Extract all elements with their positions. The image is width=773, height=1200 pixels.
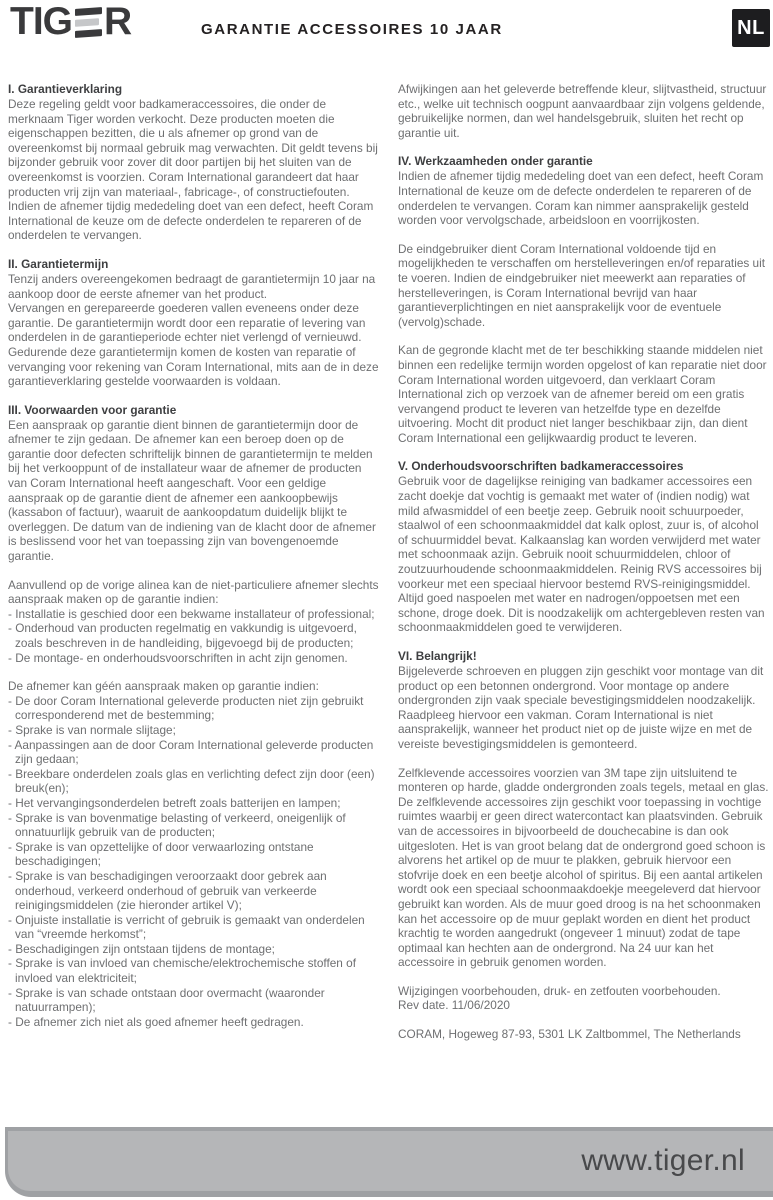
paragraph: Deze regeling geldt voor badkameraccessoires, die onder de merknaam Tiger worden verkocht. Deze producten moeten die eigenschappen bezitten, die u als afnemer op grond van de overeenkomst bij normaal gebruik mag verwachten. Dit geldt tevens bij bijzonder gebruik voor zover dit door partijen bij het sluiten van de overeenkomst is voorzien. Coram International garandeert dat haar producten vrij zijn van materiaal-, fabricage-, of constructiefouten. Indien de afnemer tijdig mededeling doet van een defect, heeft Coram International de keuze om de defecte onderdelen te repareren of de onderdelen te vervangen. — [8, 97, 378, 243]
section-voorwaarden — [8, 403, 379, 1030]
left-column — [8, 82, 379, 1056]
document-body — [8, 82, 769, 1056]
document-header — [0, 0, 773, 70]
footer-bar — [0, 1127, 773, 1197]
section-heading: VI. Belangrijk! — [398, 649, 477, 663]
paragraph: Vervangen en gerepareerde goederen vallen eveneens onder deze garantie. De garantietermijn wordt door een reparatie of levering van onderdelen in de garantieperiode echter niet verlengd of vernieuwd. — [8, 301, 366, 345]
section-onderhoudsvoorschriften — [398, 459, 769, 635]
paragraph: Gedurende deze garantietermijn komen de kosten van reparatie of vervanging voor rekening van Coram International, mits aan de in deze garantieverklaring gestelde voorwaarden is voldaan. — [8, 344, 379, 389]
paragraph: Afwijkingen aan het geleverde betreffende kleur, slijtvastheid, structuur etc., welke uit technisch oogpunt aanvaardbaar zijn volgens geldende, gebruikelijke normen, dan wel handelsgebruik, sluiten het recht op garantie uit. — [398, 82, 767, 140]
tiger-logo — [10, 2, 131, 42]
section-garantieverklaring — [8, 82, 379, 243]
right-column — [398, 82, 769, 1056]
paragraph: De eindgebruiker dient Coram International voldoende tijd en mogelijkheden te verschaffen om herstelleveringen en/of reparaties uit te voeren. Indien de eindgebruiker niet meewerkt aan reparaties of herstelleveringen, is Coram International bevrijd van haar garantieverplichtingen en niet aansprakelijk voor de eventuele (vervolg)schade. — [398, 241, 766, 329]
bullet-list-exclusions — [8, 694, 379, 1030]
list-item: - Sprake is van schade ontstaan door overmacht (waaronder natuurrampen); — [8, 985, 325, 1015]
list-item: - Breekbare onderdelen zoals glas en verlichting defect zijn door (een) breuk(en); — [8, 766, 375, 796]
list-item: - Onjuiste installatie is verricht of gebruik is gemaakt van onderdelen van “vreemde herkomst”; — [8, 912, 365, 942]
list-item: - Aanpassingen aan de door Coram International geleverde producten zijn gedaan; — [8, 737, 374, 767]
paragraph: De afnemer kan géén aanspraak maken op garantie indien: — [8, 679, 319, 694]
disclaimer-text: Wijzigingen voorbehouden, druk- en zetfouten voorbehouden. — [398, 983, 721, 998]
section-werkzaamheden — [398, 154, 769, 445]
section-heading: IV. Werkzaamheden onder garantie — [398, 154, 593, 169]
paragraph: Tenzij anders overeengekomen bedraagt de garantietermijn 10 jaar na aankoop door de eerste afnemer van het product. — [8, 271, 376, 301]
paragraph: Bijgeleverde schroeven en pluggen zijn geschikt voor montage van dit product op een betonnen ondergrond. Voor montage op andere ondergronden zijn vaak speciale bevestigingsmiddelen noodzakelijk. Raadpleeg hiervoor een vakman. Coram International is niet aansprakelijk, wanneer het product niet op de juiste wijze en met de vereiste bevestigingsmiddelen is gemonteerd. — [398, 664, 764, 751]
list-item: - Sprake is van invloed van chemische/elektrochemische stoffen of invloed van elektriciteit; — [8, 956, 356, 986]
paragraph: Gebruik voor de dagelijkse reiniging van badkamer accessoires een zacht doekje dat vochtig is gemaakt met water of (indien nodig) wat mild afwasmiddel of een beetje zeep. Gebruik nooit schuurpoeder, staalwol of een schoonmaakmiddel dat kalk oplost, zuur is, of alcohol of schuurmiddel bevat. Kalkaanslag kan worden verwijderd met water met schoonmaak azijn. Gebruik nooit schuurmiddelen, chloor of zoutzuurhoudende schoonmaakmiddelen. Reinig RVS accessoires bij voorkeur met een speciaal hiervoor bestemd RVS-reinigingsmiddel. Altijd goed naspoelen met water en nadrogen/oppoetsen met een schone, droge doek. Dit is noodzakelijk om achtergebleven resten van schoonmaakmiddelen goed te verwijderen. — [398, 474, 765, 635]
footer-bar-inner — [8, 1131, 773, 1191]
list-item: - Installatie is geschied door een bekwame installateur of professional; — [8, 606, 375, 621]
list-item: - Onderhoud van producten regelmatig en vakkundig is uitgevoerd, zoals beschreven in de handleiding, bijgevoegd bij de producten; — [8, 621, 357, 650]
section-heading: III. Voorwaarden voor garantie — [8, 402, 177, 417]
company-address: CORAM, Hogeweg 87-93, 5301 LK Zaltbommel, The Netherlands — [398, 1027, 741, 1042]
logo-text-r: R — [104, 0, 132, 43]
paragraph: Aanvullend op de vorige alinea kan de niet-particuliere afnemer slechts aanspraak maken op de garantie indien: — [8, 577, 379, 607]
list-item: - Sprake is van normale slijtage; — [8, 722, 176, 737]
logo-text-tig: TIG — [10, 0, 72, 43]
paragraph: Zelfklevende accessoires voorzien van 3M tape zijn uitsluitend te monteren op harde, gladde ondergronden zoals tegels, metaal en glas. De zelfklevende accessoires zijn geschikt voor toepassing in vochtige ruimtes waarbij er geen direct watercontact kan plaatsvinden. Gebruik van de accessoires in bijvoorbeeld de douchecabine is dan ook uitgesloten. Het is van groot belang dat de ondergrond goed schoon is alvorens het artikel op de muur te plakken, gebruik hiervoor een stofvrije doek en een beetje alcohol of spiritus. Bij een aantal artikelen wordt ook een speciaal schoonmaakdoekje meegeleverd dat hiervoor gebruikt kan worden. Als de muur goed droog is na het schoonmaken kan het accessoire op de muur geplakt worden en dient het product krachtig te worden aangedrukt (ongeveer 1 minuut) zodat de tape optimaal kan hechten aan de ondergrond. Na 24 uur kan het accessoire in gebruik genomen worden. — [398, 765, 769, 970]
section-heading: II. Garantietermijn — [8, 256, 109, 271]
disclaimer-block — [398, 984, 769, 1013]
list-item: - De montage- en onderhoudsvoorschriften in acht zijn genomen. — [8, 650, 348, 665]
list-item: - Sprake is van opzettelijke of door verwaarlozing ontstane beschadigingen; — [8, 839, 314, 869]
page-title: GARANTIE ACCESSOIRES 10 JAAR — [201, 21, 503, 38]
language-badge: NL — [732, 9, 770, 47]
list-item: - De door Coram International geleverde producten niet zijn gebruikt corresponderend met de bestemming; — [8, 693, 364, 723]
list-item: - Sprake is van beschadigingen veroorzaakt door gebrek aan onderhoud, verkeerd onderhoud of gebruik van verkeerde reinigingsmiddelen (zie hieronder artikel V); — [8, 868, 327, 913]
website-url: www.tiger.nl — [581, 1144, 745, 1177]
list-item: - Beschadigingen zijn ontstaan tijdens de montage; — [8, 941, 275, 956]
section-belangrijk — [398, 649, 769, 970]
list-item: - De afnemer zich niet als goed afnemer heeft gedragen. — [8, 1014, 304, 1029]
list-item: - Sprake is van bovenmatige belasting of verkeerd, oneigenlijk of onnatuurlijk gebruik van de producten; — [8, 810, 346, 840]
address-block — [398, 1027, 769, 1042]
logo-e-bars-icon — [75, 8, 102, 37]
paragraph: Indien de afnemer tijdig mededeling doet van een defect, heeft Coram International de keuze om de defecte onderdelen te repareren of de onderdelen te vervangen. Coram kan nimmer aansprakelijk gesteld worden voor vervolgschade, arbeidsloon en voorrijkosten. — [398, 169, 764, 228]
section-heading: V. Onderhoudsvoorschriften badkameraccessoires — [398, 459, 684, 474]
section-afwijkingen — [398, 82, 769, 140]
paragraph: Kan de gegronde klacht met de ter beschikking staande middelen niet binnen een redelijke termijn worden opgelost of kan reparatie niet door Coram International worden uitgevoerd, dan verklaart Coram International zich op verzoek van de afnemer bereid om een gratis vervangend product te leveren van hetzelfde type en dezelfde uitvoering. Mocht dit product niet langer beschikbaar zijn, dan dient Coram International een gelijkwaardig product te leveren. — [398, 343, 767, 445]
rev-date: Rev date. 11/06/2020 — [398, 998, 510, 1013]
list-item: - Het vervangingsonderdelen betreft zoals batterijen en lampen; — [8, 795, 341, 810]
section-garantietermijn — [8, 257, 379, 389]
bullet-list-additional — [8, 607, 379, 665]
paragraph: Een aanspraak op garantie dient binnen de garantietermijn door de afnemer te zijn gedaan. De afnemer kan een beroep doen op de garantie door defecten schriftelijk binnen de garantietermijn te melden bij het verkooppunt of de installateur waar de afnemer de producten van Coram International heeft aangeschaft. Voor een geldige aanspraak op de garantie dient de afnemer een aankoopbewijs (kassabon of factuur), waaruit de aankoopdatum duidelijk blijkt te overleggen. De datum van de indiening van de klacht door de afnemer is beslissend voor het van toepassing zijn van bovengenoemde garantie. — [8, 417, 376, 564]
section-heading: I. Garantieverklaring — [8, 82, 123, 96]
